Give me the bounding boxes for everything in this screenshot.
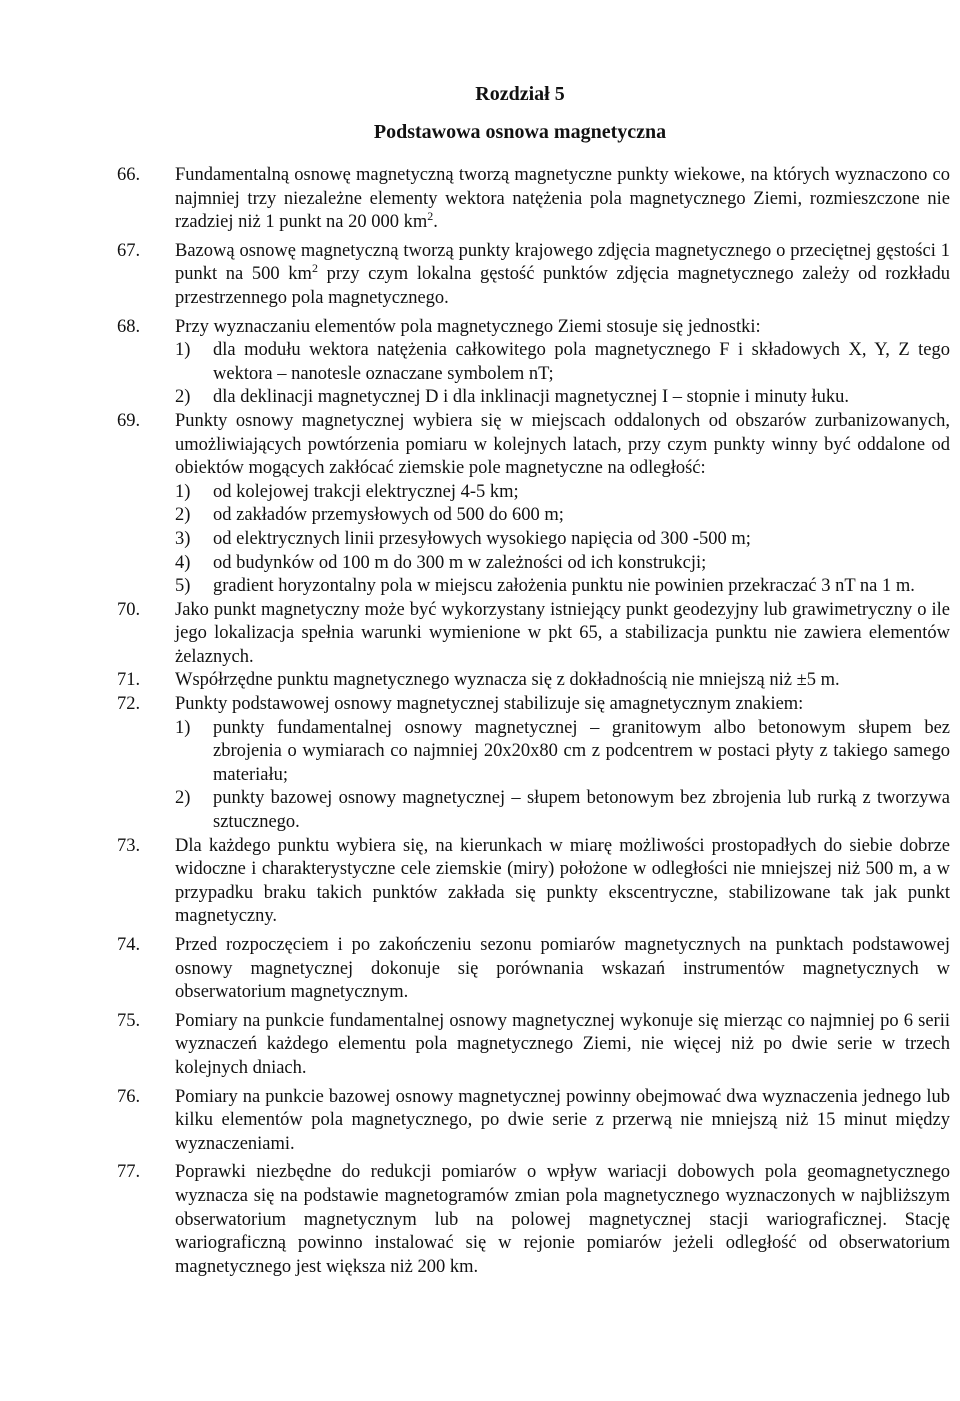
list-item-text: od zakładów przemysłowych od 500 do 600 m; [213,505,564,526]
paragraph-text: Pomiary na punkcie fundamentalnej osnowy magnetycznej wykonuje się mierząc co najmniej po 6 serii wyznaczeń każdego elementu pola magnetycznego Ziemi, nie więcej niż po dwie serie w trzech kolejnych dniach. [175,1010,950,1078]
paragraph-68 [0,316,960,410]
chapter-title: Podstawowa osnowa magnetyczna [373,121,667,143]
paragraph-71 [0,669,960,693]
paragraph-number: 67. [117,240,141,261]
paragraph-69 [0,410,960,599]
list-item-number: 2) [175,505,191,526]
list-item [175,575,950,599]
list-item [175,787,950,834]
paragraph-text: Współrzędne punktu magnetycznego wyznacza się z dokładnością nie mniejszą niż ±5 m. [175,670,840,691]
paragraph-text: Przy wyznaczaniu elementów pola magnetycznego Ziemi stosuje się jednostki: [175,316,761,337]
paragraph-number: 69. [117,410,141,431]
list-item-number: 3) [175,528,191,549]
list-item-text: punkty bazowej osnowy magnetycznej – słupem betonowym bez zbrojenia lub rurką z tworzywa sztucznego. [213,788,950,833]
paragraph-number: 72. [117,694,141,715]
paragraph-text: Fundamentalną osnowę magnetyczną tworzą magnetyczne punkty wiekowe, na których wyznaczono co najmniej trzy niezależne elementy wektora natężenia pola magnetycznego Ziemi, rozmieszczone nie rzadziej niż 1 punkt na 20 000 $km^2$. [175,165,950,233]
paragraph-text: Bazową osnowę magnetyczną tworzą punkty krajowego zdjęcia magnetycznego o przeciętnej gęstości 1 punkt na 500 $km^2$ przy czym lokalna gęstość punktów zdjęcia magnetycznego zależy od rozkładu przestrzennego pola magnetycznego. [175,240,950,308]
chapter-heading: Rozdział 5 [475,83,565,105]
list-item-text: punkty fundamentalnej osnowy magnetycznej – granitowym albo betonowym słupem bez zbrojenia o wymiarach co najmniej 20x20x80 cm z podcentrem w postaci płyty z takiego samego materiału; [213,717,950,785]
paragraph-text: Dla każdego punktu wybiera się, na kierunkach w miarę możliwości prostopadłych do siebie dobrze widoczne i charakterystyczne cele ziemskie (miry) położone w odległości nie mniejszej niż 500 m, a w przypadku braku takich punktów zakłada się punkty ekscentryczne, stabilizowane tak jak punkt magnetyczny. [175,835,950,927]
paragraph-number: 68. [117,316,141,337]
paragraph-66 [0,164,960,235]
paragraph-number: 71. [117,670,141,691]
list-item-number: 1) [175,717,191,738]
paragraph-text: Punkty podstawowej osnowy magnetycznej stabilizuje się amagnetycznym znakiem: [175,694,804,715]
list-item-number: 1) [175,481,191,502]
paragraph-number: 77. [117,1162,141,1183]
paragraph-text: Przed rozpoczęciem i po zakończeniu sezonu pomiarów magnetycznych na punktach podstawowej osnowy magnetycznej dokonuje się porównania wskazań instrumentów magnetycznych w obserwatorium magnetycznym. [175,935,950,1003]
list-item-text: dla modułu wektora natężenia całkowitego pola magnetycznego F i składowych X, Y, Z tego wektora – nanotesle oznaczane symbolem nT; [213,340,950,384]
list-item-number: 4) [175,552,191,573]
paragraph-number: 70. [117,599,141,620]
list-item-text: od budynków od 100 m do 300 m w zależności od ich konstrukcji; [213,552,707,573]
paragraph-72 [0,693,960,835]
list-item [175,717,950,788]
list-item [175,504,950,528]
paragraph-text: Punkty osnowy magnetycznej wybiera się w miejscach oddalonych od obszarów zurbanizowanych, umożliwiających powtórzenia pomiaru w kolejnych latach, przy czym punkty winny być oddalone od obiektów mogących zakłócać ziemskie pole magnetyczne na odległość: [175,410,950,479]
paragraph-list [0,164,960,1279]
list-item [175,552,950,576]
list-item-text: od kolejowej trakcji elektrycznej 4-5 km; [213,481,519,502]
superscript: 2 [311,261,318,276]
list-item [175,481,950,505]
superscript: 2 [427,209,434,224]
paragraph-73 [0,835,960,929]
paragraph-67 [0,240,960,311]
list-item-number: 2) [175,788,191,809]
paragraph-76 [0,1086,960,1157]
paragraph-74 [0,934,960,1005]
list-item-text: od elektrycznych linii przesyłowych wysokiego napięcia od 300 -500 m; [213,528,751,549]
list-item [175,528,950,552]
paragraph-text: Jako punkt magnetyczny może być wykorzystany istniejący punkt geodezyjny lub grawimetryczny o ile jego lokalizacja spełnia warunki wymienione w pkt 65, a stabilizacja punktu nie zawiera elementów żelaznych. [175,599,950,667]
paragraph-number: 73. [117,835,141,856]
list-item [175,386,950,410]
list-item-text: gradient horyzontalny pola w miejscu założenia punktu nie powinien przekraczać 3 nT na 1 m. [213,576,915,597]
paragraph-number: 76. [117,1086,141,1107]
paragraph-number: 74. [117,935,141,955]
paragraph-70 [0,599,960,670]
paragraph-number: 75. [117,1010,141,1031]
list-item-number: 2) [175,387,191,408]
list-item-number: 1) [175,340,191,361]
paragraph-77 [0,1161,960,1279]
list-item [175,339,950,386]
list-item-number: 5) [175,576,191,597]
paragraph-75 [0,1010,960,1081]
paragraph-text: Pomiary na punkcie bazowej osnowy magnetycznej powinny obejmować dwa wyznaczenia jednego lub kilku elementów pola magnetycznego, po dwie serie z przerwą nie mniejszą niż 15 minut między wyznaczeniami. [175,1086,950,1154]
list-item-text: dla deklinacji magnetycznej D i dla inklinacji magnetycznej I – stopnie i minuty łuku. [213,387,850,408]
paragraph-text: Poprawki niezbędne do redukcji pomiarów o wpływ wariacji dobowych pola geomagnetycznego wyznacza się na podstawie magnetogramów zmian pola magnetycznego wyznaczonych w najbliższym obserwatorium magnetycznym lub na polowej magnetycznej stacji wariograficznej. Stację wariograficzną powinno instalować się w rejonie pomiarów jeżeli odległość od obserwatorium magnetycznego jest większa niż 200 km. [175,1162,950,1277]
paragraph-number: 66. [117,165,141,185]
